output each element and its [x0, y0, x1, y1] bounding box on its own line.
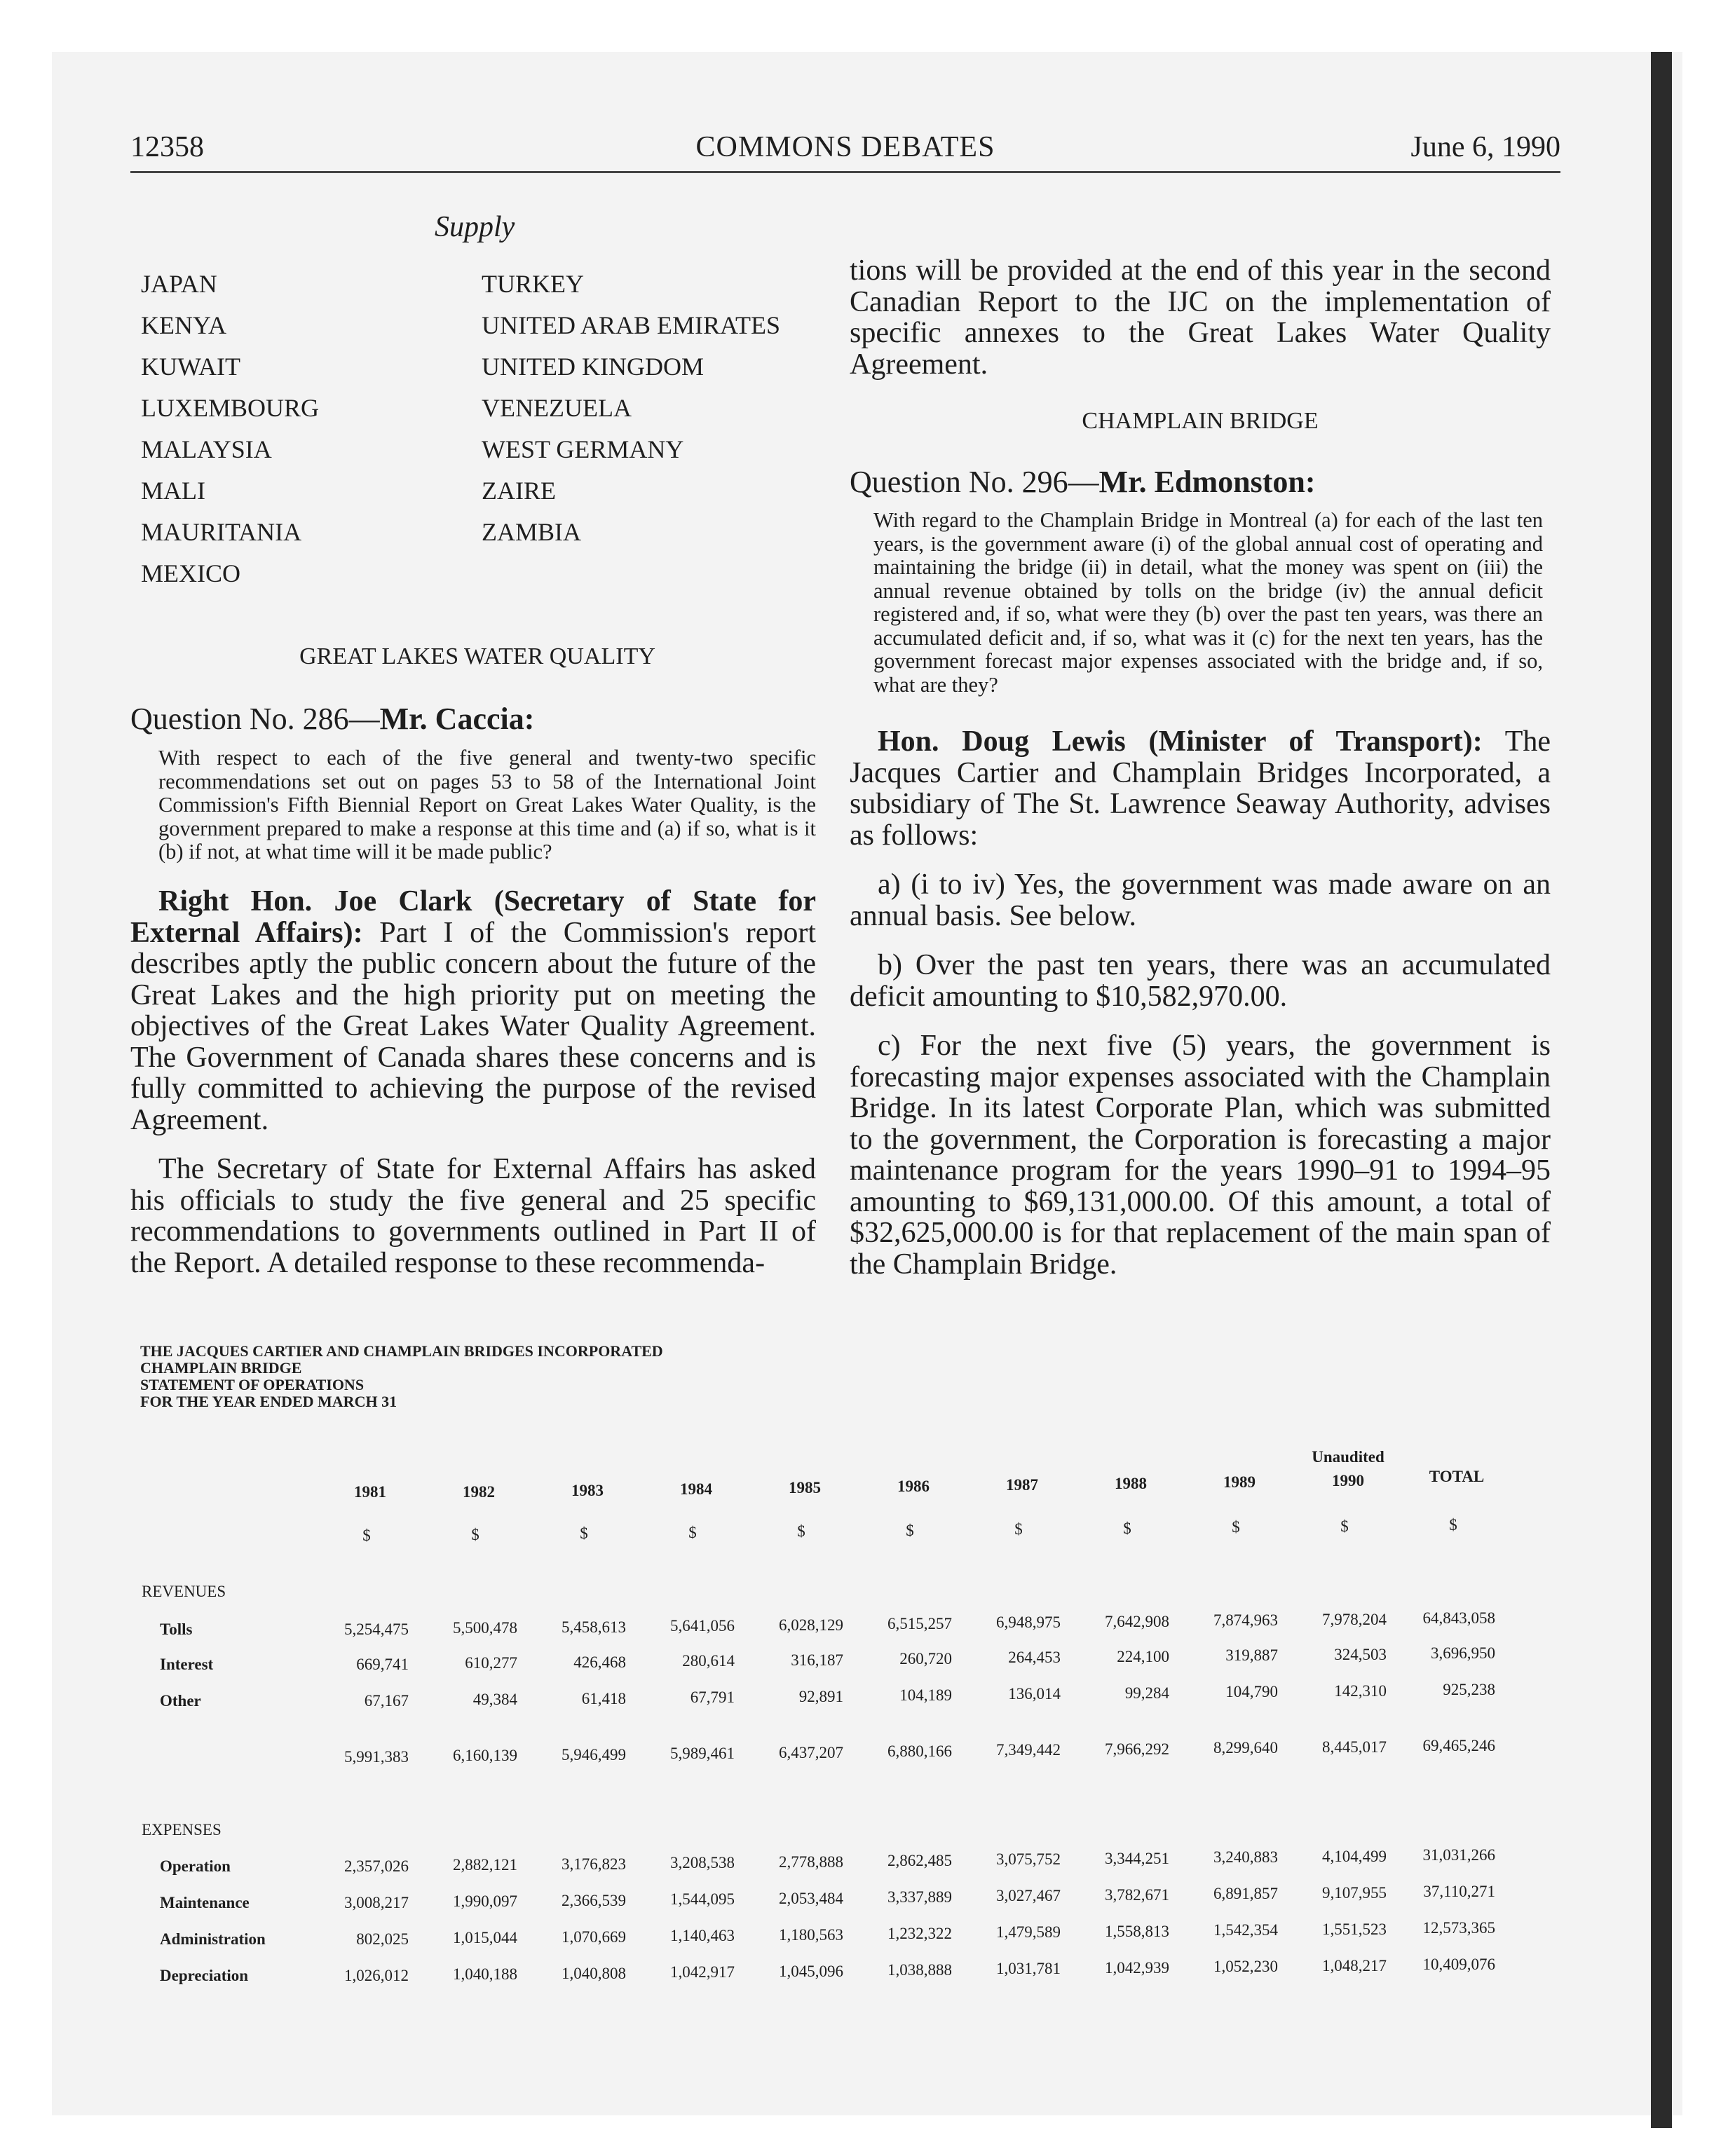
table-cell: 2,778,888: [779, 1853, 843, 1871]
table-cell: 3,027,467: [996, 1887, 1061, 1905]
country-item: ZAIRE: [482, 477, 556, 505]
column-header: 1988: [1115, 1475, 1147, 1492]
currency-symbol: $: [471, 1525, 479, 1543]
country-item: MALI: [141, 477, 205, 505]
table-cell: 3,176,823: [562, 1855, 626, 1873]
table-cell: 1,045,096: [779, 1962, 843, 1980]
table-cell: 3,344,251: [1105, 1849, 1169, 1867]
country-item: JAPAN: [141, 270, 217, 298]
table-cell: 1,070,669: [562, 1928, 626, 1946]
country-item: ZAMBIA: [482, 518, 581, 546]
expenses-section-label: EXPENSES: [142, 1821, 222, 1838]
statement-title-line: FOR THE YEAR ENDED MARCH 31: [140, 1393, 397, 1410]
table-cell: 324,503: [1334, 1645, 1387, 1663]
currency-symbol: $: [1340, 1517, 1349, 1535]
table-cell: 49,384: [472, 1691, 517, 1709]
revenues-total-cell: 8,445,017: [1322, 1738, 1387, 1756]
table-cell: 3,075,752: [996, 1850, 1061, 1869]
table-cell: 3,782,671: [1105, 1885, 1169, 1904]
table-cell: 264,453: [1008, 1649, 1061, 1667]
table-cell: 7,874,963: [1213, 1611, 1278, 1630]
revenue-row-label: Other: [160, 1692, 201, 1710]
table-cell: 67,791: [690, 1688, 735, 1707]
revenues-total-cell: 5,946,499: [562, 1745, 626, 1763]
table-cell: 1,544,095: [670, 1890, 735, 1909]
expense-row-label: Operation: [160, 1857, 231, 1875]
table-cell: 1,031,781: [996, 1960, 1061, 1978]
champlain-question-text: With regard to the Champlain Bridge in Montreal (a) for each of the last ten years, is the government aware (i) of the global annual cost of operating and maintaining the bridge (ii) in detail, what the money was spent on (iii) the annual revenue obtained by tolls on the bridge (iv) the annual deficit registered and, if so, what were they (b) over the past ten years, was there an accumulated deficit and, if so, what was it (c) for the next ten years, has the government forecast major expenses associated with the bridge and, if so, what are they?: [873, 508, 1543, 697]
currency-symbol: $: [797, 1522, 805, 1540]
table-cell: 1,990,097: [453, 1892, 517, 1911]
page-number: 12358: [130, 131, 204, 163]
table-cell: 669,741: [356, 1656, 409, 1673]
table-cell: 5,500,478: [453, 1619, 517, 1637]
country-item: MEXICO: [141, 559, 240, 587]
column-header: 1985: [789, 1479, 821, 1496]
table-cell: 260,720: [899, 1650, 952, 1667]
answer-paragraph: The Secretary of State for External Affairs has asked his officials to study the five general and 25 specific recommendations to governments outlined in Part II of the Report. A detailed response to these recommenda-: [130, 1153, 816, 1279]
currency-symbol: $: [906, 1521, 914, 1539]
currency-symbol: $: [1014, 1520, 1023, 1538]
question-number: Question No. 296—: [850, 465, 1099, 499]
currency-symbol: $: [580, 1524, 588, 1542]
table-cell: 1,042,939: [1105, 1958, 1169, 1977]
table-cell: 1,052,230: [1213, 1958, 1278, 1976]
currency-symbol: $: [1232, 1518, 1240, 1536]
revenues-total-cell: 6,160,139: [453, 1747, 517, 1765]
revenues-total-cell: 69,465,246: [1422, 1737, 1495, 1754]
revenues-section-label: REVENUES: [142, 1583, 226, 1600]
table-cell: 6,948,975: [996, 1613, 1061, 1632]
table-cell: 2,366,539: [562, 1891, 626, 1909]
table-cell: 10,409,076: [1422, 1956, 1495, 1973]
table-cell: 426,468: [573, 1653, 626, 1671]
country-item: KUWAIT: [141, 353, 240, 381]
questioner: Mr. Edmonston:: [1098, 465, 1316, 499]
table-cell: 31,031,266: [1422, 1846, 1495, 1864]
table-cell: 6,515,257: [887, 1615, 952, 1632]
answer-paragraph: Right Hon. Joe Clark (Secretary of State for External Affairs): Part I of the Commission's report describes aptly the public concern about the future of the Great Lakes and the high priority put on meeting the objectives of the Great Lakes Water Quality Agreement. The Government of Canada shares these concerns and is fully committed to achieving the purpose of the revised Agreement.: [130, 885, 816, 1136]
country-item: TURKEY: [482, 270, 584, 298]
table-cell: 7,642,908: [1105, 1612, 1169, 1630]
answer-paragraph: tions will be provided at the end of this year in the second Canadian Report to the IJC on the implementation of specific annexes to the Great Lakes Water Quality Agreement.: [850, 254, 1551, 381]
table-cell: 67,167: [364, 1692, 409, 1710]
expense-row-label: Maintenance: [160, 1894, 250, 1911]
table-cell: 3,208,538: [670, 1854, 735, 1872]
column-header: 1989: [1223, 1473, 1256, 1491]
column-header: 1986: [897, 1478, 930, 1495]
table-cell: 802,025: [356, 1930, 409, 1948]
table-cell: 64,843,058: [1422, 1609, 1495, 1627]
table-cell: 4,104,499: [1322, 1847, 1387, 1865]
table-cell: 2,053,484: [779, 1889, 843, 1907]
expense-row-label: Depreciation: [160, 1967, 249, 1984]
table-cell: 1,479,589: [996, 1923, 1061, 1942]
questioner: Mr. Caccia:: [379, 702, 535, 736]
table-cell: 104,790: [1225, 1683, 1278, 1701]
country-item: MAURITANIA: [141, 518, 302, 546]
currency-symbol: $: [362, 1527, 371, 1544]
question-number: Question No. 286—: [130, 702, 380, 736]
statement-title-line: CHAMPLAIN BRIDGE: [140, 1359, 302, 1377]
table-cell: 1,015,044: [453, 1929, 517, 1947]
table-cell: 1,140,463: [670, 1927, 735, 1945]
country-item: MALAYSIA: [141, 435, 272, 463]
table-cell: 319,887: [1225, 1646, 1278, 1665]
column-header: TOTAL: [1429, 1468, 1485, 1485]
table-cell: 610,277: [465, 1654, 517, 1672]
table-cell: 3,240,883: [1213, 1848, 1278, 1867]
table-cell: 280,614: [682, 1652, 735, 1670]
country-item: KENYA: [141, 311, 226, 339]
statement-title-line: THE JACQUES CARTIER AND CHAMPLAIN BRIDGES INCORPORATED: [140, 1342, 663, 1360]
column-header: 1984: [680, 1480, 712, 1498]
table-cell: 2,882,121: [453, 1856, 517, 1874]
table-cell: 61,418: [581, 1689, 626, 1707]
answer-paragraph: a) (i to iv) Yes, the government was made aware on an annual basis. See below.: [850, 868, 1551, 932]
answer-paragraph: c) For the next five (5) years, the government is forecasting major expenses associated with the Champlain Bridge. In its latest Corporate Plan, which was submitted to the government, the Corporation is forecasting a major maintenance program for the years 1990–91 to 1994–95 amounting to $69,131,000.00. Of this amount, a total of $32,625,000.00 is for that replacement of the main span of the Champlain Bridge.: [850, 1030, 1551, 1281]
table-cell: 142,310: [1334, 1681, 1387, 1700]
column-header: 1990: [1332, 1472, 1364, 1489]
answer-paragraph: b) Over the past ten years, there was an accumulated deficit amounting to $10,582,970.00.: [850, 949, 1551, 1013]
glwq-heading: GREAT LAKES WATER QUALITY: [299, 643, 655, 669]
revenues-total-cell: 7,966,292: [1105, 1740, 1169, 1758]
table-cell: 1,232,322: [887, 1925, 952, 1942]
column-header: 1982: [463, 1483, 495, 1501]
speaker: Hon. Doug Lewis (Minister of Transport):: [878, 725, 1483, 758]
table-cell: 1,026,012: [344, 1967, 409, 1984]
table-cell: 3,008,217: [344, 1894, 409, 1911]
table-cell: 5,641,056: [670, 1617, 735, 1635]
table-cell: 1,048,217: [1322, 1956, 1387, 1974]
glwq-question-text: With respect to each of the five general and twenty-two specific recommendations set out on pages 53 to 58 of the International Joint Commission's Fifth Biennial Report on Great Lakes Water Quality, is the government prepared to make a response at this time and (a) if so, what is it (b) if not, at what time will it be made public?: [158, 746, 816, 864]
revenues-total-cell: 5,989,461: [670, 1745, 735, 1763]
answer-paragraph: Hon. Doug Lewis (Minister of Transport): The Jacques Cartier and Champlain Bridges Incorporated, a subsidiary of The St. Lawrence Seaway Authority, advises as follows:: [850, 725, 1551, 852]
table-cell: 136,014: [1008, 1685, 1061, 1703]
table-cell: 7,978,204: [1322, 1610, 1387, 1628]
column-header: 1987: [1006, 1476, 1038, 1494]
column-header: 1981: [354, 1483, 386, 1501]
table-cell: 1,040,188: [453, 1965, 517, 1984]
revenues-total-cell: 6,437,207: [779, 1743, 843, 1761]
table-cell: 1,180,563: [779, 1925, 843, 1944]
statement-title-line: STATEMENT OF OPERATIONS: [140, 1376, 365, 1393]
table-cell: 1,558,813: [1105, 1922, 1169, 1940]
table-cell: 925,238: [1443, 1681, 1495, 1698]
table-cell: 6,891,857: [1213, 1885, 1278, 1903]
speaker: Right Hon. Joe Clark (Secretary of State for External Affairs):: [130, 885, 816, 949]
section-title: Supply: [435, 211, 515, 243]
country-item: VENEZUELA: [482, 394, 632, 422]
table-cell: 104,189: [899, 1686, 952, 1704]
expense-row-label: Administration: [160, 1930, 266, 1948]
country-item: WEST GERMANY: [482, 435, 684, 463]
issue-date: June 6, 1990: [1410, 131, 1560, 163]
champlain-heading: CHAMPLAIN BRIDGE: [1082, 408, 1319, 434]
revenues-total-cell: 8,299,640: [1213, 1739, 1278, 1757]
publication-title: COMMONS DEBATES: [695, 131, 995, 163]
country-item: LUXEMBOURG: [141, 394, 320, 422]
revenues-total-cell: 5,991,383: [344, 1748, 409, 1766]
column-header: 1983: [571, 1482, 604, 1499]
table-cell: 1,042,917: [670, 1963, 735, 1981]
table-cell: 37,110,271: [1423, 1883, 1495, 1900]
table-cell: 3,337,889: [887, 1888, 952, 1906]
revenues-total-cell: 7,349,442: [996, 1741, 1061, 1759]
table-cell: 9,107,955: [1322, 1883, 1387, 1902]
revenues-total-cell: 6,880,166: [887, 1742, 952, 1760]
currency-symbol: $: [1123, 1519, 1131, 1537]
table-cell: 1,040,808: [562, 1964, 626, 1982]
table-cell: 224,100: [1117, 1647, 1169, 1665]
revenue-row-label: Tolls: [160, 1621, 193, 1638]
table-cell: 2,357,026: [344, 1857, 409, 1875]
table-cell: 12,573,365: [1422, 1919, 1495, 1937]
table-cell: 3,696,950: [1431, 1644, 1495, 1662]
table-cell: 1,551,523: [1322, 1920, 1387, 1938]
table-cell: 92,891: [798, 1687, 843, 1705]
table-cell: 99,284: [1124, 1684, 1169, 1702]
table-cell: 2,862,485: [887, 1852, 952, 1869]
table-cell: 5,254,475: [344, 1621, 409, 1638]
revenue-row-label: Interest: [160, 1656, 214, 1673]
table-cell: 316,187: [791, 1651, 843, 1669]
table-cell: 1,542,354: [1213, 1921, 1278, 1939]
country-item: UNITED ARAB EMIRATES: [482, 311, 781, 339]
unaudited-label: Unaudited: [1312, 1448, 1384, 1466]
table-cell: 1,038,888: [887, 1961, 952, 1979]
currency-symbol: $: [1449, 1516, 1457, 1534]
currency-symbol: $: [688, 1523, 697, 1541]
table-cell: 5,458,613: [562, 1618, 626, 1636]
country-item: UNITED KINGDOM: [482, 353, 704, 381]
table-cell: 6,028,129: [779, 1616, 843, 1634]
